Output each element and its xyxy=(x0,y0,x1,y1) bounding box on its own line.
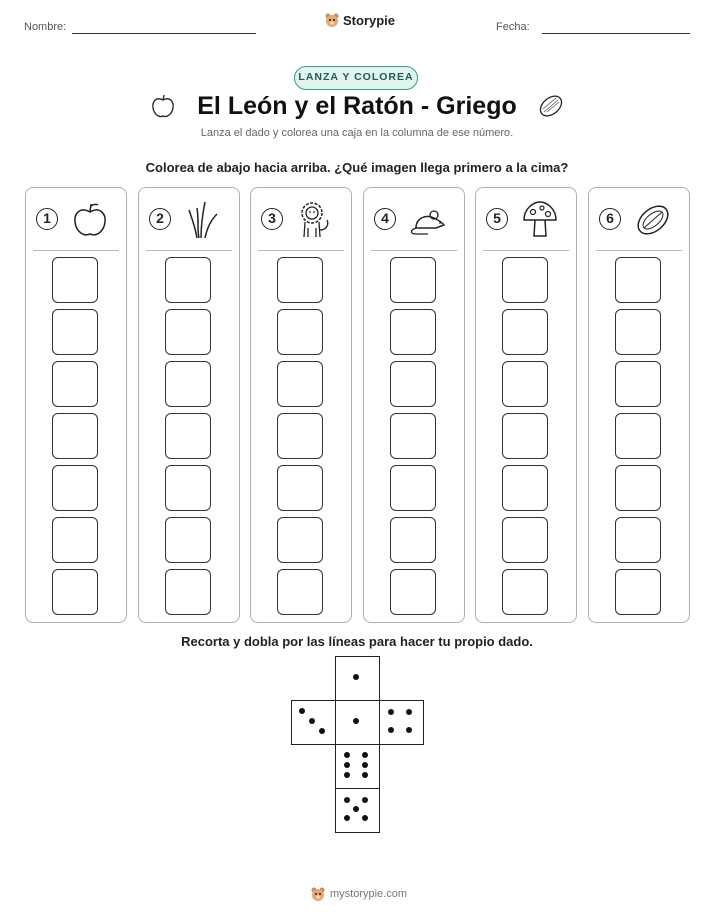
die-pip xyxy=(353,718,359,724)
color-box[interactable] xyxy=(277,309,323,355)
die-pip xyxy=(362,797,368,803)
color-box[interactable] xyxy=(390,413,436,459)
page-title: El León y el Ratón - Griego xyxy=(197,92,517,120)
column-divider xyxy=(596,250,682,251)
color-box[interactable] xyxy=(52,517,98,563)
color-box[interactable] xyxy=(615,465,661,511)
die-pip xyxy=(344,752,350,758)
column-divider xyxy=(371,250,457,251)
color-box[interactable] xyxy=(165,517,211,563)
date-line xyxy=(542,33,690,34)
die-instruction: Recorta y dobla por las líneas para hacer tu propio dado. xyxy=(181,634,533,649)
page-subtitle: Lanza el dado y colorea una caja en la columna de ese número. xyxy=(200,127,514,139)
color-box[interactable] xyxy=(615,257,661,303)
die-pip xyxy=(406,727,412,733)
color-box[interactable] xyxy=(52,413,98,459)
color-box[interactable] xyxy=(390,257,436,303)
color-box[interactable] xyxy=(390,309,436,355)
column-4 xyxy=(363,187,465,623)
column-5 xyxy=(475,187,577,623)
apple-icon xyxy=(70,200,110,240)
color-box[interactable] xyxy=(277,361,323,407)
die-face-5 xyxy=(335,788,380,833)
color-box[interactable] xyxy=(165,413,211,459)
color-box[interactable] xyxy=(502,257,548,303)
column-divider xyxy=(258,250,344,251)
color-box[interactable] xyxy=(390,569,436,615)
color-box[interactable] xyxy=(52,309,98,355)
bear-icon xyxy=(310,886,326,902)
column-divider xyxy=(33,250,119,251)
color-box[interactable] xyxy=(390,517,436,563)
color-box[interactable] xyxy=(615,413,661,459)
die-pip xyxy=(362,762,368,768)
color-box[interactable] xyxy=(52,361,98,407)
die-pip xyxy=(362,772,368,778)
brand-name: Storypie xyxy=(343,12,396,28)
die-pip xyxy=(299,708,305,714)
column-2 xyxy=(138,187,240,623)
activity-badge: LANZA Y COLOREA xyxy=(294,66,418,90)
die-face-1-center xyxy=(335,700,380,745)
color-box[interactable] xyxy=(277,569,323,615)
color-box[interactable] xyxy=(502,517,548,563)
color-box[interactable] xyxy=(52,257,98,303)
color-box[interactable] xyxy=(165,465,211,511)
color-box[interactable] xyxy=(615,309,661,355)
die-pip xyxy=(388,709,394,715)
color-box[interactable] xyxy=(390,361,436,407)
color-box[interactable] xyxy=(502,569,548,615)
color-box[interactable] xyxy=(502,361,548,407)
column-number: 6 xyxy=(599,208,621,230)
column-number: 4 xyxy=(374,208,396,230)
color-box[interactable] xyxy=(52,569,98,615)
die-pip xyxy=(344,762,350,768)
column-number: 3 xyxy=(261,208,283,230)
name-label: Nombre: xyxy=(24,21,67,33)
brand-logo xyxy=(324,12,395,28)
color-box[interactable] xyxy=(52,465,98,511)
die-face-3 xyxy=(291,700,336,745)
coloring-instruction: Colorea de abajo hacia arriba. ¿Qué imagen llega primero a la cima? xyxy=(145,160,569,175)
color-box[interactable] xyxy=(390,465,436,511)
column-6 xyxy=(588,187,690,623)
color-box[interactable] xyxy=(165,569,211,615)
die-face-6 xyxy=(335,744,380,789)
die-pip xyxy=(344,815,350,821)
die-pip xyxy=(344,797,350,803)
color-box[interactable] xyxy=(277,257,323,303)
die-face-4 xyxy=(379,700,424,745)
column-divider xyxy=(483,250,569,251)
date-label: Fecha: xyxy=(496,21,530,33)
color-box[interactable] xyxy=(277,465,323,511)
die-pip xyxy=(406,709,412,715)
die-face-1 xyxy=(335,656,380,701)
grass-icon xyxy=(183,200,223,240)
column-number: 5 xyxy=(486,208,508,230)
column-number: 2 xyxy=(149,208,171,230)
mouse-icon xyxy=(408,200,448,240)
name-line xyxy=(72,33,256,34)
color-box[interactable] xyxy=(615,361,661,407)
footer xyxy=(310,886,407,902)
die-pip xyxy=(388,727,394,733)
die-pip xyxy=(319,728,325,734)
seed-icon xyxy=(537,92,565,120)
die-pip xyxy=(362,752,368,758)
color-box[interactable] xyxy=(277,517,323,563)
die-pip xyxy=(344,772,350,778)
footer-url: mystorypie.com xyxy=(330,888,408,900)
color-box[interactable] xyxy=(502,465,548,511)
color-box[interactable] xyxy=(502,413,548,459)
color-box[interactable] xyxy=(277,413,323,459)
color-box[interactable] xyxy=(165,309,211,355)
die-pip xyxy=(353,806,359,812)
die-pip xyxy=(362,815,368,821)
die-pip xyxy=(353,674,359,680)
color-box[interactable] xyxy=(615,569,661,615)
column-1 xyxy=(25,187,127,623)
color-box[interactable] xyxy=(615,517,661,563)
column-3 xyxy=(250,187,352,623)
seed-icon xyxy=(633,200,673,240)
column-number: 1 xyxy=(36,208,58,230)
lion-icon xyxy=(295,200,335,240)
color-box[interactable] xyxy=(502,309,548,355)
color-box[interactable] xyxy=(165,361,211,407)
bear-icon xyxy=(324,12,340,28)
color-box[interactable] xyxy=(165,257,211,303)
die-pip xyxy=(309,718,315,724)
mushroom-icon xyxy=(520,200,560,240)
column-divider xyxy=(146,250,232,251)
